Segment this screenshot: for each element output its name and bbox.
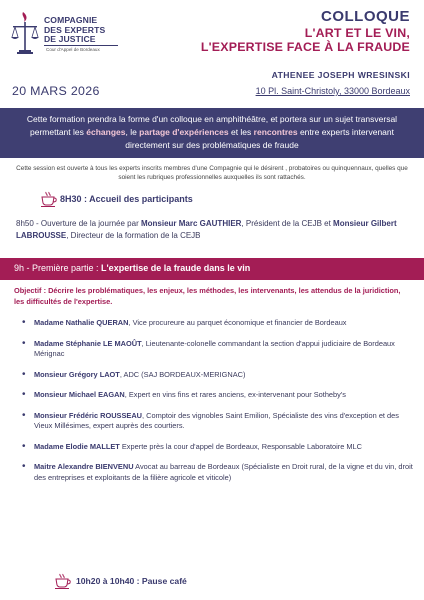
- intro-text-2: , le: [125, 127, 140, 137]
- venue-name: ATHENEE JOSEPH WRESINSKI: [271, 70, 410, 80]
- event-date: 20 MARS 2026: [12, 84, 100, 98]
- speaker-name: Madame Stéphanie LE MAOÛT: [34, 338, 142, 348]
- intro-highlight-meetings: rencontres: [253, 127, 298, 137]
- speaker-description: , ADC (SAJ BORDEAUX-MERIGNAC): [119, 369, 246, 379]
- intro-banner: [0, 108, 424, 158]
- organization-logo: [10, 10, 150, 70]
- coffee-cup-icon: [40, 190, 58, 208]
- part-one-time: 9h - Première partie :: [14, 263, 102, 273]
- speaker-description: , Comptoir des vignobles Saint Emilion, Spécialiste des vins d'exception et des Vieux Millésimes, expert auprès des courtiers.: [34, 410, 399, 430]
- event-type: COLLOQUE: [321, 8, 410, 25]
- intro-highlight-sharing: partage d'expériences: [139, 127, 229, 137]
- reception-title: 8H30 : Accueil des participants: [60, 194, 193, 204]
- scales-of-justice-logo: [10, 10, 40, 60]
- opening-text-3: , Directeur de la formation de la CEJB: [66, 231, 201, 240]
- speaker-item: [24, 339, 416, 360]
- event-title-line1: L'ART ET LE VIN,: [304, 26, 410, 40]
- part-one-title: L'expertise de la fraude dans le vin: [101, 263, 251, 273]
- coffee-cup-icon: [54, 572, 72, 590]
- speaker-name: Maitre Alexandre BIENVENU: [34, 462, 134, 471]
- opening-session: [16, 218, 412, 242]
- organization-name-line2: DES EXPERTS: [44, 24, 106, 35]
- intro-text-4: entre experts intervenant directement sur des problématiques de fraude: [125, 127, 394, 150]
- speaker-item: [24, 370, 416, 381]
- opening-speaker-2: Monsieur Gilbert LABROUSSE: [16, 219, 397, 240]
- speaker-name: Madame Nathalie QUERAN: [34, 318, 129, 327]
- opening-text-2: , Président de la CEJB et: [241, 219, 334, 228]
- organization-name-line3: DE JUSTICE: [44, 34, 96, 45]
- speaker-name: Monsieur Grégory LAOT: [34, 369, 120, 379]
- organization-name: [44, 16, 105, 45]
- intro-highlight-exchanges: échanges: [86, 127, 126, 137]
- event-title: [201, 26, 410, 54]
- event-title-line2: L'EXPERTISE FACE À LA FRAUDE: [200, 40, 410, 54]
- speaker-name: Madame Elodie MALLET: [34, 441, 120, 451]
- speaker-list: [24, 318, 416, 483]
- eligibility-note: Cette session est ouverte à tous les experts inscrits membres d'une Compagnie qui le désirent , probatoires ou quinquennaux, quelles que soient les rubriques professionnelles auxquelles ils sont rattachés.: [16, 165, 408, 181]
- speaker-description: Experte près la cour d'appel de Bordeaux, Responsable Laboratoire MLC: [119, 441, 362, 451]
- header: [0, 0, 424, 78]
- speaker-item: [24, 462, 416, 483]
- speaker-description: Avocat au barreau de Bordeaux (Spécialiste en Droit rural, de la vigne et du vin, droit des entreprises et exploitants de la filière agricole et viticole): [34, 462, 413, 482]
- speaker-name: Monsieur Michael EAGAN: [34, 390, 125, 399]
- intro-text-3: et les: [228, 127, 254, 137]
- speaker-description: , Lieutenante-colonelle commandant la section d'appui judiciaire de Bordeaux Mérignac: [34, 338, 395, 358]
- opening-text-1: 8h50 - Ouverture de la journée par: [16, 219, 141, 228]
- speaker-item: [24, 318, 416, 329]
- logo-divider: [44, 45, 118, 46]
- organization-subtitle: Cour d'Appel de Bordeaux: [46, 47, 100, 52]
- speaker-name: Monsieur Frédéric ROUSSEAU: [34, 410, 143, 420]
- speaker-description: , Expert en vins fins et rares anciens, ex-intervenant pour Sotheby's: [124, 390, 346, 399]
- organization-name-line1: COMPAGNIE: [44, 15, 98, 25]
- opening-speaker-1: Monsieur Marc GAUTHIER: [140, 219, 242, 228]
- objective-text: Objectif : Décrire les problématiques, les enjeux, les méthodes, les intervenants, les attendus de la juridiction, les difficultés de l'expertise.: [14, 286, 401, 306]
- part-one-banner: [0, 258, 424, 280]
- speaker-item: [24, 390, 416, 401]
- speaker-item: [24, 411, 416, 432]
- speaker-item: [24, 442, 416, 453]
- speaker-description: , Vice procureure au parquet économique et financier de Bordeaux: [128, 318, 347, 327]
- intro-text-1: Cette formation prendra la forme d'un colloque en amphithéâtre, et portera sur un sujet transversal permettant les: [26, 114, 398, 137]
- coffee-break-title: 10h20 à 10h40 : Pause café: [76, 576, 187, 586]
- venue-address-link[interactable]: 10 Pl. Saint-Christoly, 33000 Bordeaux: [255, 86, 410, 96]
